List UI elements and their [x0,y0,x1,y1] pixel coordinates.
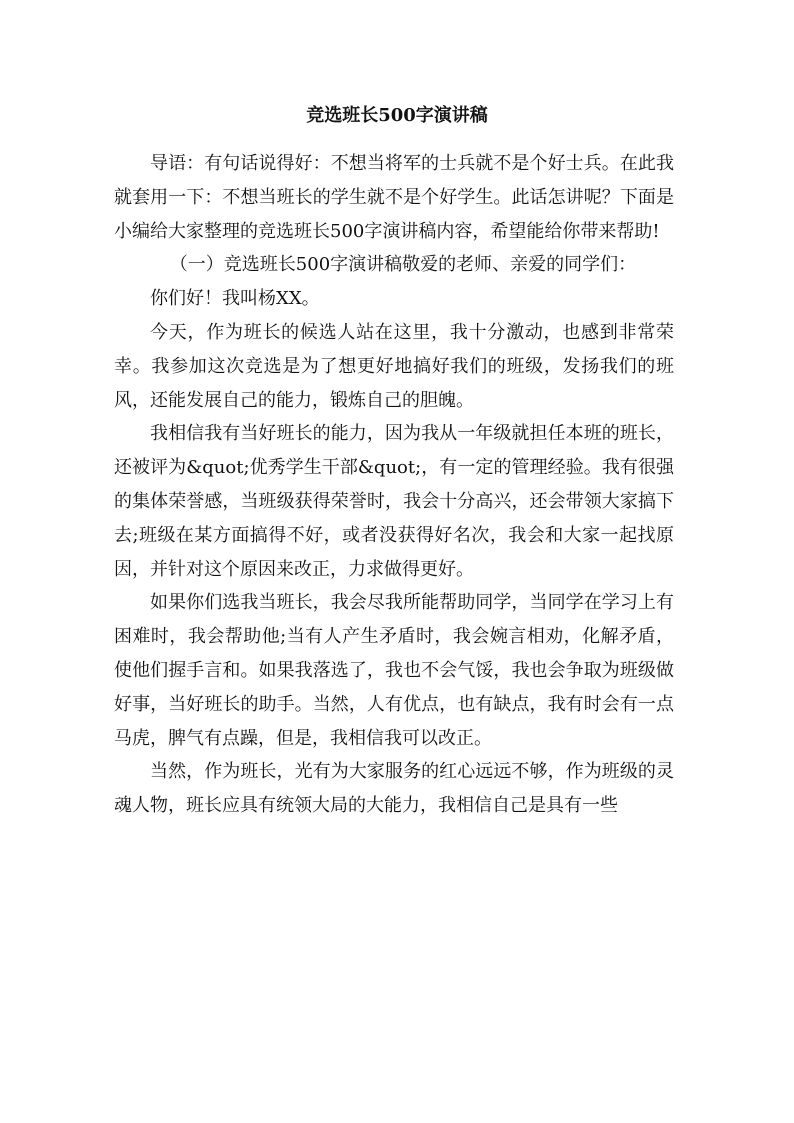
paragraph-intro: 导语：有句话说得好：不想当将军的士兵就不是个好士兵。在此我就套用一下：不想当班长的学生就不是个好学生。此话怎讲呢？下面是小编给大家整理的竞选班长500字演讲稿内容，希望能给你带来帮助! [114,153,674,242]
paragraph-body: 我相信我有当好班长的能力，因为我从一年级就担任本班的班长，还被评为&quot;优秀学生干部&quot;，有一定的管理经验。我有很强的集体荣誉感，当班级获得荣誉时，我会十分高兴，还会带领大家搞下去;班级在某方面搞得不好，或者没获得好名次，我会和大家一起找原因，并针对这个原因来改正，力求做得更好。 [114,423,674,580]
paragraph-body: 如果你们选我当班长，我会尽我所能帮助同学，当同学在学习上有困难时，我会帮助他;当有人产生矛盾时，我会婉言相劝，化解矛盾，使他们握手言和。如果我落选了，我也不会气馁，我也会争取为班级做好事，当好班长的助手。当然，人有优点，也有缺点，我有时会有一点马虎，脾气有点躁，但是，我相信我可以改正。 [114,592,674,749]
document-body [114,147,674,823]
paragraph-body: 今天，作为班长的候选人站在这里，我十分激动，也感到非常荣幸。我参加这次竞选是为了想更好地搞好我们的班级，发扬我们的班风，还能发展自己的能力，锻炼自己的胆魄。 [114,321,674,411]
paragraph-section-heading: （一）竞选班长500字演讲稿敬爱的老师、亲爱的同学们： [169,254,637,276]
paragraph-greeting: 你们好！我叫杨XX。 [150,288,320,310]
page-title: 竞选班长500字演讲稿 [306,105,488,126]
paragraph-body: 当然，作为班长，光有为大家服务的红心远远不够，作为班级的灵魂人物，班长应具有统领大局的大能力，我相信自己是具有一些 [114,761,674,817]
